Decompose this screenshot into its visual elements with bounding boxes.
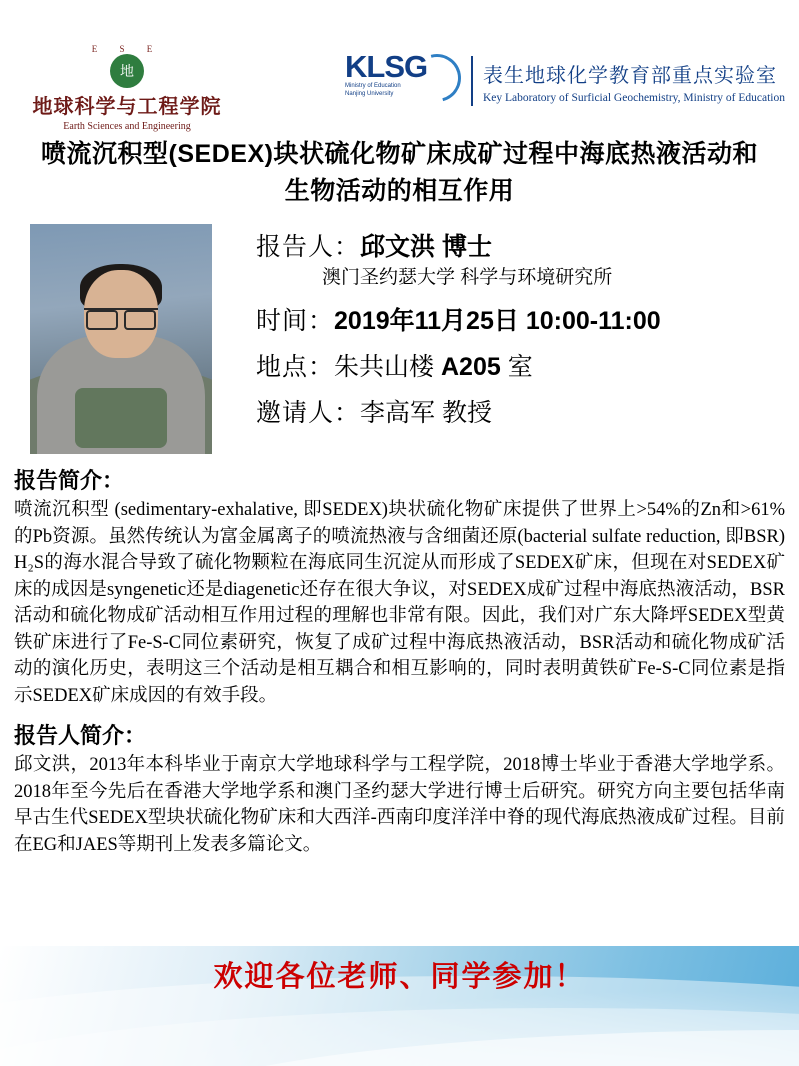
host-label: 邀请人： (256, 399, 361, 427)
bio-section (14, 719, 785, 858)
speaker-label: 报告人： (256, 233, 361, 261)
klsg-sub-line2: Nanjing University (345, 91, 394, 97)
klsg-emblem (345, 49, 455, 110)
bio-text: 邱文洪，2013年本科毕业于南京大学地球科学与工程学院，2018博士毕业于香港大学地学系。2018年至今先后在香港大学地学系和澳门圣约瑟大学进行博士后研究。研究方向主要包括华南早古生代SEDEX型块状硫化物矿床和大西洋-西南印度洋洋中脊的现代海底热液成矿过程。目前在EG和JAES等期刊上发表多篇论文。 (14, 755, 785, 855)
abstract-section (14, 464, 785, 709)
place-building: 朱共山楼 (334, 353, 435, 381)
klsg-acronym: KLSG (345, 49, 428, 84)
host-value: 李高军 教授 (360, 399, 492, 427)
place-suffix: 室 (507, 353, 533, 381)
time-line (256, 304, 785, 338)
logo-divider (471, 56, 473, 106)
photo-shirt-print (75, 388, 167, 448)
event-details (212, 224, 785, 454)
lab-name-block (483, 59, 785, 104)
school-logo (22, 44, 232, 132)
time-label: 时间： (256, 307, 335, 335)
place-room: A205 (440, 353, 501, 381)
speaker-section (0, 224, 799, 454)
lab-logo (345, 49, 786, 110)
ese-emblem (22, 44, 232, 88)
lab-name-cn: 表生地球化学教育部重点实验室 (483, 64, 777, 87)
bio-heading: 报告人简介： (14, 723, 147, 748)
abstract-text: 喷流沉积型 (sedimentary-exhalative, 即SEDEX)块状硫化物矿床提供了世界上>54%的Zn和>61%的Pb资源。虽然传统认为富金属离子的喷流热液与含细菌还原(bacterial sulfate reduction, 即BSR) H₂S的海水混合导致了硫化物颗粒在海底同生沉淀从而形成了SEDEX矿床，但现在对SEDEX矿床的成因是syngenetic还是diagenetic还存在很大争议，对SEDEX成矿过程中海底热液活动，BSR活动和硫化物成矿活动相互作用过程的理解也非常有限。因此，我们对广东大降坪SEDEX型黄铁矿床进行了Fe-S-C同位素研究，恢复了成矿过程中海底热液活动，BSR活动和硫化物成矿活动的演化历史，表明这三个活动是相互耦合和相互影响的，同时表明黄铁矿Fe-S-C同位素是指示SEDEX矿床成因的有效手段。 (14, 500, 785, 706)
page-title: 喷流沉积型(SEDEX)块状硫化物矿床成矿过程中海底热液活动和生物活动的相互作用 (41, 140, 758, 205)
abstract-heading: 报告简介： (14, 468, 125, 493)
school-name-en: Earth Sciences and Engineering (63, 121, 191, 132)
speaker-name: 邱文洪 博士 (360, 233, 492, 261)
host-line (256, 396, 785, 430)
school-name-cn: 地球科学与工程学院 (32, 96, 222, 118)
welcome-message: 欢迎各位老师、同学参加！ (213, 961, 586, 993)
klsg-sub-line1: Ministry of Education (345, 83, 401, 89)
place-label: 地点： (256, 353, 335, 381)
ese-circle-icon: 地 (110, 54, 144, 88)
poster-footer (0, 946, 799, 1066)
place-line (256, 350, 785, 384)
glasses-icon (84, 308, 158, 328)
poster-header (0, 0, 799, 132)
lab-name-en: Key Laboratory of Surficial Geochemistry, Ministry of Education (483, 91, 786, 104)
speaker-photo (30, 224, 212, 454)
speaker-line (256, 230, 785, 264)
time-value: 2019年11月25日 10:00-11:00 (334, 307, 661, 335)
speaker-affiliation: 澳门圣约瑟大学 科学与环境研究所 (322, 267, 613, 288)
ese-letters: E S E (91, 44, 163, 54)
